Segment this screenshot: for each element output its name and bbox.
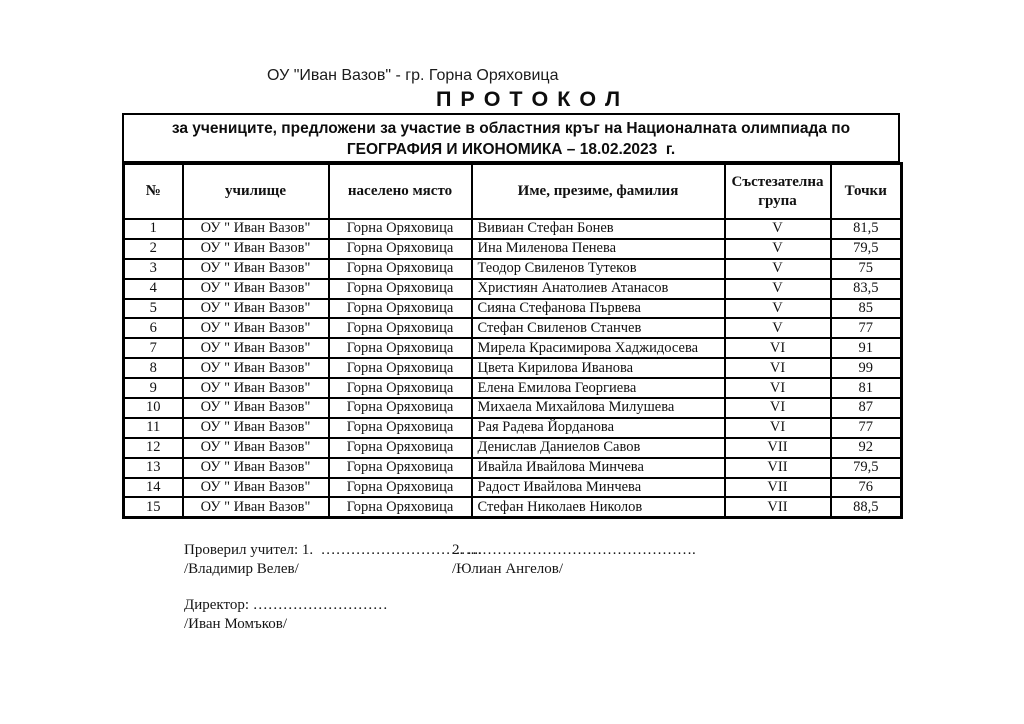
table-cell: 99 <box>831 358 902 378</box>
checker-2-label: 2. ………………………………………. <box>452 542 696 558</box>
table-row <box>124 299 902 319</box>
table-cell: 81 <box>831 378 902 398</box>
table-cell: ОУ " Иван Вазов" <box>183 398 329 418</box>
table-cell: ОУ " Иван Вазов" <box>183 338 329 358</box>
table-cell: Горна Оряховица <box>329 259 472 279</box>
director-label: Директор: ……………………… <box>184 597 388 613</box>
table-cell: V <box>725 259 831 279</box>
column-header-number: № <box>124 164 183 220</box>
table-cell: 79,5 <box>831 458 902 478</box>
table-cell: 12 <box>124 438 183 458</box>
document-title: П Р О Т О К О Л <box>436 87 622 111</box>
table-cell: 8 <box>124 358 183 378</box>
table-cell: ОУ " Иван Вазов" <box>183 358 329 378</box>
teacher-1-name: /Владимир Велев/ <box>184 561 299 577</box>
table-cell: 3 <box>124 259 183 279</box>
table-row <box>124 358 902 378</box>
table-cell: ОУ " Иван Вазов" <box>183 279 329 299</box>
table-cell: Теодор Свиленов Тутеков <box>472 259 725 279</box>
table-cell: Горна Оряховица <box>329 338 472 358</box>
table-cell: 5 <box>124 299 183 319</box>
column-header-group: Състезателна група <box>725 164 831 220</box>
table-cell: 81,5 <box>831 219 902 239</box>
table-row <box>124 219 902 239</box>
school-name-line: ОУ "Иван Вазов" - гр. Горна Оряховица <box>267 67 559 84</box>
table-cell: VI <box>725 358 831 378</box>
table-cell: Ивайла Ивайлова Минчева <box>472 458 725 478</box>
table-cell: ОУ " Иван Вазов" <box>183 219 329 239</box>
table-row <box>124 478 902 498</box>
table-cell: Горна Оряховица <box>329 378 472 398</box>
column-header-school: училище <box>183 164 329 220</box>
table-cell: 85 <box>831 299 902 319</box>
table-cell: ОУ " Иван Вазов" <box>183 378 329 398</box>
table-cell: 1 <box>124 219 183 239</box>
table-cell: VII <box>725 497 831 517</box>
table-cell: 77 <box>831 418 902 438</box>
table-cell: Радост Ивайлова Минчева <box>472 478 725 498</box>
table-row <box>124 398 902 418</box>
table-cell: Мирела Красимирова Хаджидосева <box>472 338 725 358</box>
table-row <box>124 259 902 279</box>
table-cell: Горна Оряховица <box>329 279 472 299</box>
table-cell: 7 <box>124 338 183 358</box>
table-cell: 76 <box>831 478 902 498</box>
table-cell: 92 <box>831 438 902 458</box>
table-cell: ОУ " Иван Вазов" <box>183 239 329 259</box>
table-cell: Горна Оряховица <box>329 458 472 478</box>
subtitle-line-2: ГЕОГРАФИЯ И ИКОНОМИКА – 18.02.2023 г. <box>346 141 676 158</box>
table-cell: 4 <box>124 279 183 299</box>
table-row <box>124 338 902 358</box>
table-cell: VI <box>725 398 831 418</box>
table-cell: ОУ " Иван Вазов" <box>183 418 329 438</box>
table-row <box>124 497 902 517</box>
table-row <box>124 279 902 299</box>
column-header-town: населено място <box>329 164 472 220</box>
table-cell: Михаела Михайлова Милушева <box>472 398 725 418</box>
table-cell: 15 <box>124 497 183 517</box>
table-cell: Горна Оряховица <box>329 318 472 338</box>
table-cell: V <box>725 239 831 259</box>
table-cell: Горна Оряховица <box>329 438 472 458</box>
results-table <box>122 162 903 519</box>
table-row <box>124 318 902 338</box>
table-row <box>124 458 902 478</box>
table-cell: Стефан Николаев Николов <box>472 497 725 517</box>
table-cell: V <box>725 219 831 239</box>
subtitle-box <box>122 113 900 163</box>
header-row <box>124 164 902 220</box>
table-cell: Горна Оряховица <box>329 299 472 319</box>
table-cell: Горна Оряховица <box>329 418 472 438</box>
table-cell: 9 <box>124 378 183 398</box>
table-cell: ОУ " Иван Вазов" <box>183 259 329 279</box>
table-cell: Цвета Кирилова Иванова <box>472 358 725 378</box>
checker-1-label: Проверил учител: 1. …………………………... <box>184 542 482 558</box>
teacher-2-name: /Юлиан Ангелов/ <box>452 561 564 577</box>
table-cell: VII <box>725 458 831 478</box>
table-row <box>124 239 902 259</box>
table-cell: Горна Оряховица <box>329 358 472 378</box>
table-cell: VI <box>725 418 831 438</box>
column-header-points: Точки <box>831 164 902 220</box>
table-cell: Горна Оряховица <box>329 398 472 418</box>
table-cell: ОУ " Иван Вазов" <box>183 497 329 517</box>
director-name: /Иван Момъков/ <box>184 616 288 632</box>
table-cell: 11 <box>124 418 183 438</box>
table-cell: Денислав Даниелов Савов <box>472 438 725 458</box>
table-cell: 83,5 <box>831 279 902 299</box>
table-cell: 2 <box>124 239 183 259</box>
table-head <box>124 164 902 220</box>
table-cell: 87 <box>831 398 902 418</box>
column-header-student-name: Име, презиме, фамилия <box>472 164 725 220</box>
table-cell: Рая Радева Йорданова <box>472 418 725 438</box>
table-cell: Елена Емилова Георгиева <box>472 378 725 398</box>
table-cell: V <box>725 318 831 338</box>
table-cell: 91 <box>831 338 902 358</box>
table-cell: Горна Оряховица <box>329 239 472 259</box>
table-cell: VII <box>725 478 831 498</box>
subtitle-line-1: за учениците, предложени за участие в областния кръг на Националната олимпиада по <box>171 120 851 137</box>
table-cell: Сияна Стефанова Първева <box>472 299 725 319</box>
table-cell: V <box>725 279 831 299</box>
table-body <box>124 219 902 518</box>
table-cell: 75 <box>831 259 902 279</box>
table-cell: Вивиан Стефан Бонев <box>472 219 725 239</box>
table-cell: Стефан Свиленов Станчев <box>472 318 725 338</box>
table-row <box>124 378 902 398</box>
table-row <box>124 438 902 458</box>
table-cell: ОУ " Иван Вазов" <box>183 438 329 458</box>
table-cell: 77 <box>831 318 902 338</box>
table-cell: Ина Миленова Пенева <box>472 239 725 259</box>
table-cell: 10 <box>124 398 183 418</box>
table-cell: ОУ " Иван Вазов" <box>183 458 329 478</box>
table-cell: 88,5 <box>831 497 902 517</box>
table-row <box>124 418 902 438</box>
table-cell: VII <box>725 438 831 458</box>
table-cell: V <box>725 299 831 319</box>
table-cell: ОУ " Иван Вазов" <box>183 299 329 319</box>
table-cell: 79,5 <box>831 239 902 259</box>
table-cell: ОУ " Иван Вазов" <box>183 478 329 498</box>
table-cell: Горна Оряховица <box>329 478 472 498</box>
table-cell: Горна Оряховица <box>329 497 472 517</box>
table-cell: ОУ " Иван Вазов" <box>183 318 329 338</box>
table-cell: Горна Оряховица <box>329 219 472 239</box>
table-cell: VI <box>725 338 831 358</box>
table-cell: VI <box>725 378 831 398</box>
table-cell: 14 <box>124 478 183 498</box>
table-cell: 13 <box>124 458 183 478</box>
table-cell: 6 <box>124 318 183 338</box>
table-cell: Християн Анатолиев Атанасов <box>472 279 725 299</box>
